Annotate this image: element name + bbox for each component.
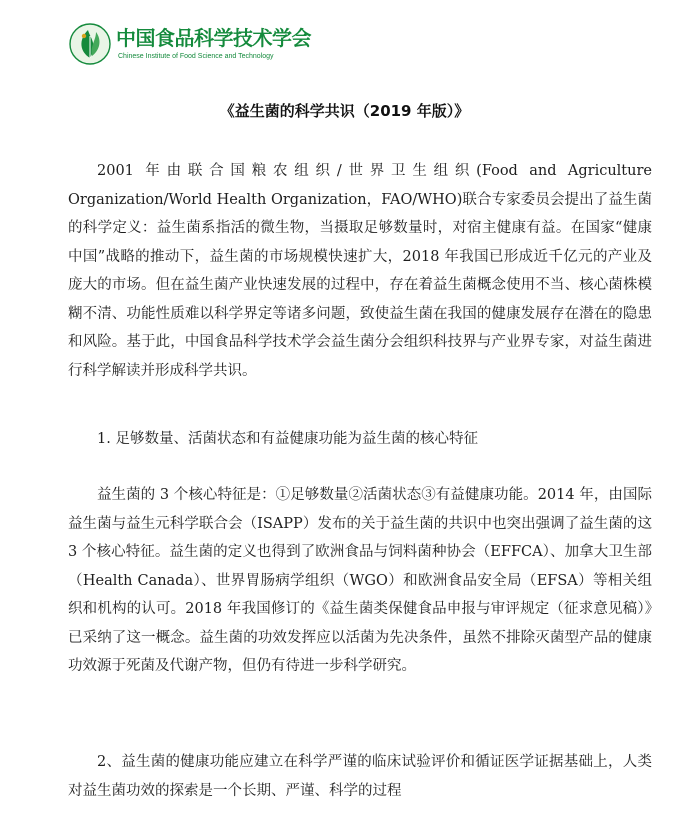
section-1-paragraph: 益生菌的 3 个核心特征是：①足够数量②活菌状态③有益健康功能。2014 年，由国际益生菌与益生元科学联合会（ISAPP）发布的关于益生菌的共识中也突出强调了益生菌的这 3 个核心特征。益生菌的定义也得到了欧洲食品与饲料菌种协会（EFFCA）、加拿大卫生部（Health Canada）、世界胃肠病学组织（WGO）和欧洲食品安全局（EFSA）等相关组织和机构的认可。2018 年我国修订的《益生菌类保健食品申报与审评规定（征求意见稿）》已采纳了这一概念。益生菌的功效发挥应以活菌为先决条件，虽然不排除灭菌型产品的健康功效源于死菌及代谢产物，但仍有待进一步科学研究。 [68,487,652,674]
section-2-heading: 2、益生菌的健康功能应建立在科学严谨的临床试验评价和循证医学证据基础上，人类对益生菌功效的探索是一个长期、严谨、科学的过程 [68,754,652,799]
section-1-heading: 1. 足够数量、活菌状态和有益健康功能为益生菌的核心特征 [97,431,478,447]
logo-english-name: Chinese Institute of Food Science and Technology [118,53,274,60]
leaf-emblem-icon [68,22,112,66]
logo-chinese-name: 中国食品科学技术学会 [116,26,311,50]
document-title: 《益生菌的科学共识（2019 年版）》 [219,102,470,120]
intro-paragraph: 2001 年由联合国粮农组织/世界卫生组织(Food and Agriculture Organization/World Health Organization，FAO/WHO)联合专家委员会提出了益生菌的科学定义：益生菌系指活的微生物，当摄取足够数量时，对宿主健康有益。在国家“健康中国”战略的推动下，益生菌的市场规模快速扩大，2018 年我国已形成近千亿元的产业及庞大的市场。但在益生菌产业快速发展的过程中，存在着益生菌概念使用不当、核心菌株模糊不清、功能性质难以科学界定等诸多问题，致使益生菌在我国的健康发展存在潜在的隐患和风险。基于此，中国食品科学技术学会益生菌分会组织科技界与产业界专家，对益生菌进行科学解读并形成科学共识。 [68,163,652,379]
institute-logo [68,22,311,66]
